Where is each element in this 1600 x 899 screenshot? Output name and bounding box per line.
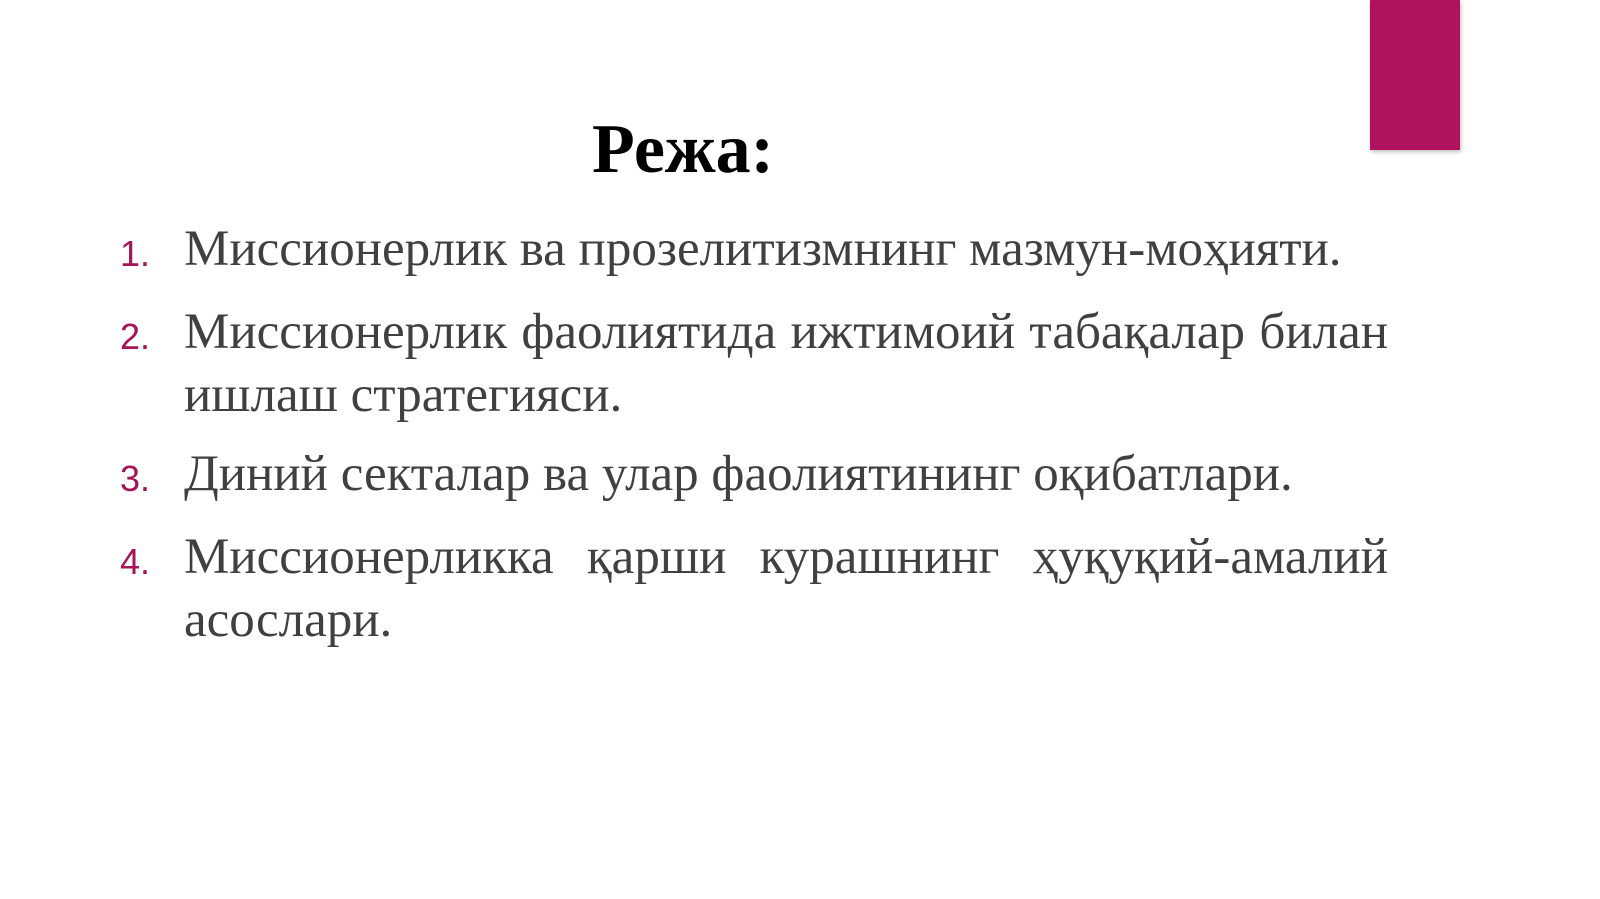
list-item xyxy=(120,301,1388,427)
slide-title: Режа: xyxy=(592,111,774,188)
item-text: Миссионерлик ва прозелитизмнинг мазмун-моҳияти. xyxy=(184,221,1342,277)
item-text: Диний секталар ва улар фаолиятининг оқибатлари. xyxy=(184,446,1293,502)
item-number: 2. xyxy=(120,316,151,357)
item-number: 1. xyxy=(120,233,151,274)
item-number: 4. xyxy=(120,541,151,582)
item-number: 3. xyxy=(120,458,151,499)
list-item xyxy=(120,443,1388,510)
item-text: Миссионерликка қарши курашнинг ҳуқуқий-амалий асослари. xyxy=(184,529,1388,648)
accent-bar xyxy=(1370,0,1460,150)
plan-list xyxy=(120,218,1388,668)
list-item xyxy=(120,526,1388,652)
list-item xyxy=(120,218,1388,285)
item-text: Миссионерлик фаолиятида ижтимоий табақалар билан ишлаш стратегияси. xyxy=(184,304,1388,423)
